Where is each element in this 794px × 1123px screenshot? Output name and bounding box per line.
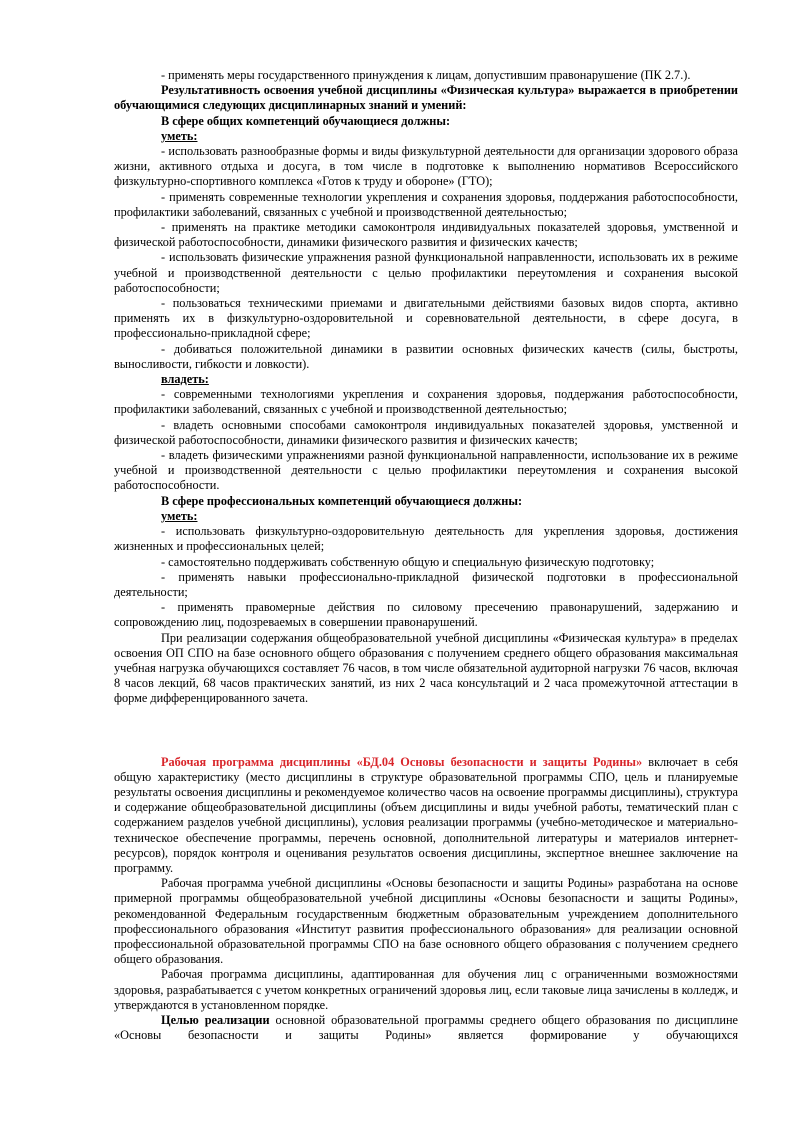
list-item: - использовать физические упражнения разной функциональной направленности, использовать их в режиме учебной и производственной деятельности с целью профилактики переутомления и сохранения высокой работоспособности; — [114, 250, 738, 295]
list-item: - пользоваться техническими приемами и двигательными действиями базовых видов спорта, активно применять их в физкультурно-оздоровительной и соревновательной деятельности, в сфере досуга, в профессионально-прикладной сфере; — [114, 296, 738, 341]
label-umet-general: уметь: — [161, 128, 198, 143]
list-item: - применять современные технологии укрепления и сохранения здоровья, поддержания работоспособности, профилактики заболеваний, связанных с учебной и производственной деятельностью; — [114, 189, 738, 219]
label-vladet: владеть: — [161, 372, 209, 387]
paragraph-hours: При реализации содержания общеобразовательной учебной дисциплины «Физическая культура» в пределах освоения ОП СПО на базе основного общего образования с получением среднего общего образования максимальная учебная нагрузка обучающихся составляет 76 часов, в том числе обязательной аудиторной нагрузки 76 часов, включая 8 часов лекций, 68 часов практических занятий, из них 2 часа консультаций и 2 часа промежуточной аттестации в форме дифференцированного зачета. — [114, 630, 738, 706]
heading-professional-competencies: В сфере профессиональных компетенций обучающиеся должны: — [161, 493, 523, 508]
list-item: - использовать разнообразные формы и виды физкультурной деятельности для организации здорового образа жизни, активного отдыха и досуга, в том числе в подготовке к выполнению нормативов Всероссийского физкультурно-спортивного комплекса «Готов к труду и обороне» (ГТО); — [114, 144, 738, 189]
program-intro-text: включает в себя общую характеристику (место дисциплины в структуре образовательной программы СПО, цель и планируемые результаты освоения дисциплины и рекомендуемое количество часов на освоение программы дисциплины), структура и содержание общеобразовательной дисциплины (объем дисциплины и виды учебной работы, тематический план с содержанием разделов учебной дисциплины), условия реализации программы (учебно-методическое и материально-техническое обеспечение программы, перечень основной, дополнительной литературы и материалов интернет-ресурсов), порядок контроля и оценивания результатов освоения дисциплины, экспертное внешнее заключение на программу. — [114, 754, 738, 875]
heading-general-competencies: В сфере общих компетенций обучающиеся должны: — [161, 113, 451, 128]
label-umet-professional: уметь: — [161, 508, 198, 523]
list-item: - владеть физическими упражнениями разной функциональной направленности, использование их в режиме учебной и производственной деятельности с целью профилактики переутомления и сохранения высокой работоспособности. — [114, 448, 738, 493]
results-intro: Результативность освоения учебной дисциплины «Физическая культура» выражается в приобретении обучающимися следующих дисциплинарных знаний и умений: — [114, 83, 738, 113]
goal-text: основной образовательной программы среднего общего образования по дисциплине «Основы безопасности и защиты Родины» является формирование у обучающихся — [114, 1012, 739, 1043]
list-item: - использовать физкультурно-оздоровительную деятельность для укрепления здоровья, достижения жизненных и профессиональных целей; — [114, 524, 738, 554]
document-page — [114, 68, 738, 1043]
program-title: Рабочая программа дисциплины «БД.04 Основы безопасности и защиты Родины» — [161, 754, 643, 769]
list-item: - самостоятельно поддерживать собственную общую и специальную физическую подготовку; — [161, 554, 655, 569]
list-item: - владеть основными способами самоконтроля индивидуальных показателей здоровья, умственной и физической работоспособности, динамики физического развития и физических качеств; — [114, 417, 738, 447]
list-item: - применять навыки профессионально-прикладной физической подготовки в профессиональной деятельности; — [114, 569, 738, 599]
list-item: - добиваться положительной динамики в развитии основных физических качеств (силы, быстроты, выносливости, гибкости и ловкости). — [114, 341, 738, 371]
paragraph-goal — [114, 1013, 738, 1043]
paragraph-program-basis: Рабочая программа учебной дисциплины «Основы безопасности и защиты Родины» разработана на основе примерной программы общеобразовательной учебной дисциплины «Основы безопасности и защиты Родины», рекомендованной Федеральным государственным бюджетным образовательным учреждением дополнительного профессионального образования «Институт развития профессионального образования» для реализации основной профессиональной образовательной программы СПО на базе основного общего образования с получением среднего общего образования. — [114, 876, 738, 967]
paragraph-program-intro — [114, 755, 738, 877]
paragraph-adapted-program: Рабочая программа дисциплины, адаптированная для обучения лиц с ограниченными возможностями здоровья, разрабатывается с учетом конкретных ограничений здоровья лиц, если таковые лица зачислены в колледж, и утверждаются в установленном порядке. — [114, 967, 738, 1012]
list-item: - применять правомерные действия по силовому пресечению правонарушений, задержанию и сопровождению лиц, подозреваемых в совершении правонарушений. — [114, 600, 738, 630]
list-item: - применять на практике методики самоконтроля индивидуальных показателей здоровья, умственной и физической работоспособности, динамики физического развития и физических качеств; — [114, 220, 738, 250]
goal-label: Целью реализации — [161, 1012, 270, 1027]
list-item: - современными технологиями укрепления и сохранения здоровья, поддержания работоспособности, профилактики заболеваний, связанных с учебной и производственной деятельностью; — [114, 387, 738, 417]
paragraph-pk27: - применять меры государственного принуждения к лицам, допустившим правонарушение (ПК 2.7.). — [161, 68, 691, 82]
section-gap — [114, 707, 738, 755]
